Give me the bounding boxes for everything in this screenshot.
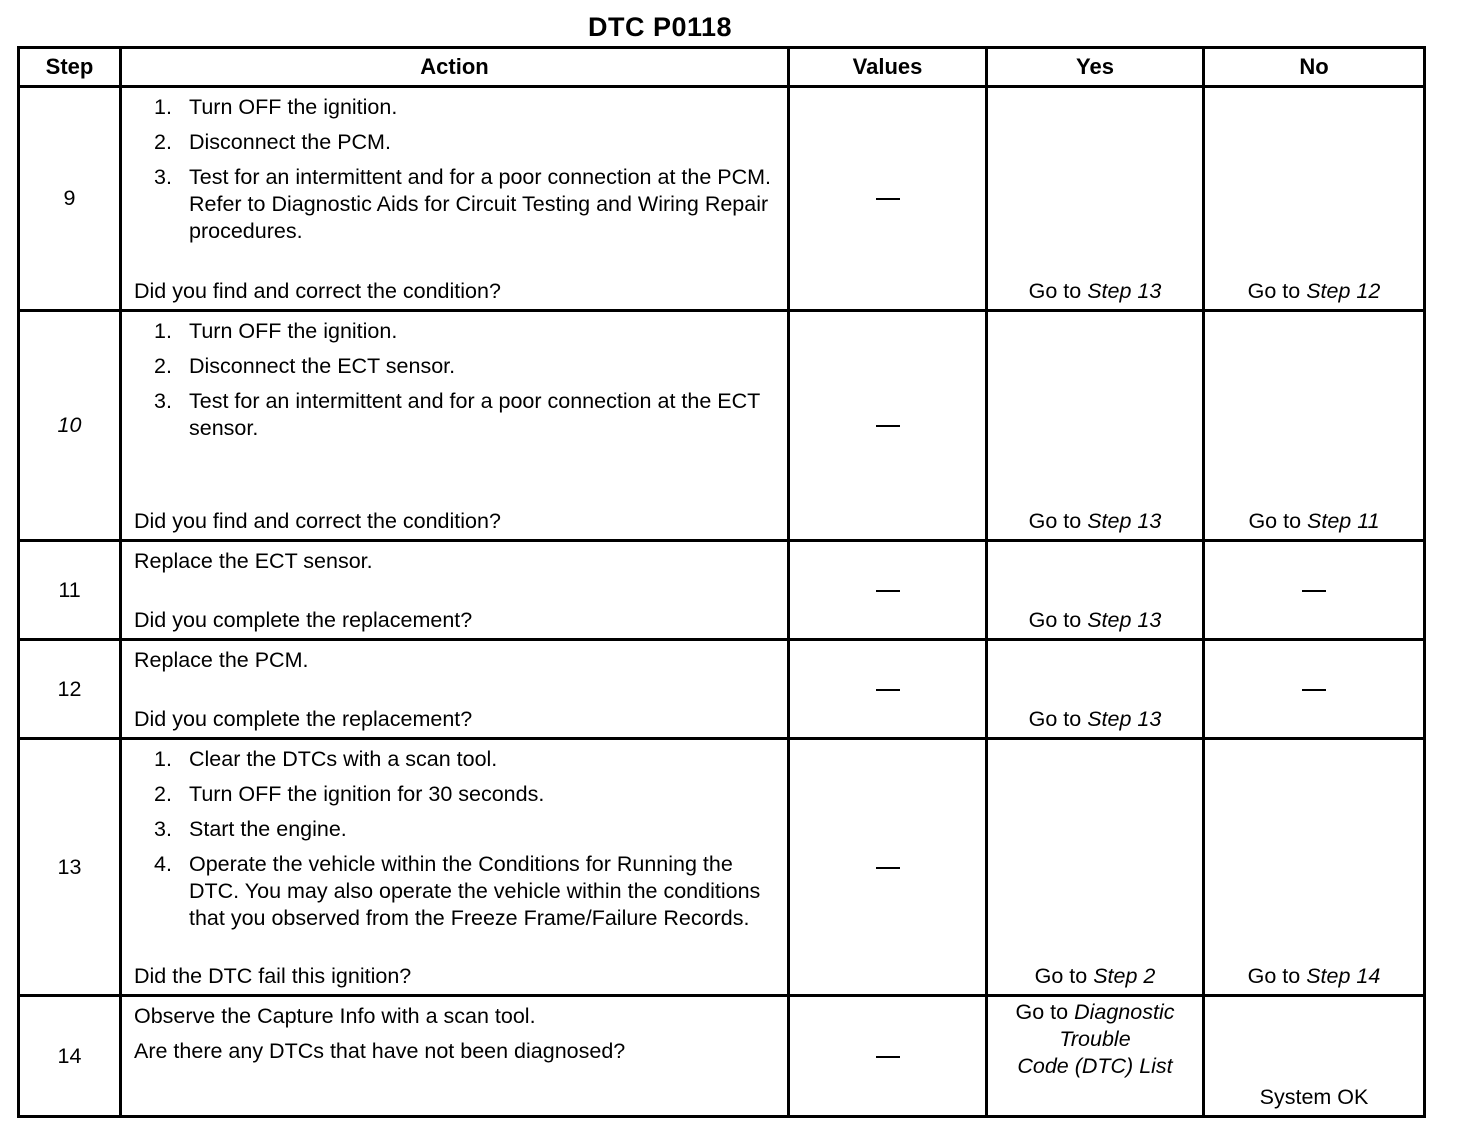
- dash-mark: [876, 867, 900, 869]
- action-step: 1. Turn OFF the ignition.: [154, 319, 398, 343]
- dash-mark: [876, 425, 900, 427]
- no-target: Step 14: [1306, 964, 1381, 988]
- yes-result: Go to Diagnostic Trouble Code (DTC) List: [1015, 1000, 1175, 1078]
- step-number: 13: [19, 739, 121, 996]
- step-number: 9: [19, 87, 121, 311]
- action-step: 2. Disconnect the PCM.: [154, 130, 391, 154]
- dash-mark: [876, 198, 900, 200]
- yes-cell: [987, 640, 1204, 739]
- action-step: 1. Turn OFF the ignition.: [154, 95, 398, 119]
- question-text: Did you complete the replacement?: [134, 707, 473, 731]
- action-step: 4. Operate the vehicle within the Conditions for Running the DTC. You may also operate the vehicle within the conditions that you observed from the Freeze Frame/Failure Records.: [154, 852, 761, 930]
- no-cell: [1204, 541, 1425, 640]
- dash-mark: [876, 689, 900, 691]
- yes-result: Go to Step 13: [1028, 707, 1162, 731]
- action-cell: [121, 541, 789, 640]
- dash-mark: [1302, 590, 1326, 592]
- no-result: Go to Step 11: [1248, 509, 1380, 533]
- step-number: 11: [19, 541, 121, 640]
- no-cell: [1204, 87, 1425, 311]
- header-no: No: [1204, 48, 1425, 87]
- yes-result: Go to Step 13: [1028, 608, 1162, 632]
- action-step: 3. Test for an intermittent and for a poor connection at the ECT sensor.: [154, 389, 760, 440]
- no-result: Go to Step 12: [1247, 279, 1381, 303]
- yes-target: Step 2: [1093, 964, 1156, 988]
- action-text: Replace the ECT sensor.: [134, 549, 373, 573]
- question-text: Did the DTC fail this ignition?: [134, 964, 412, 988]
- table-row: [19, 739, 1425, 996]
- values-cell: [789, 311, 987, 541]
- action-cell: [121, 739, 789, 996]
- no-result: Go to Step 14: [1247, 964, 1381, 988]
- step-number: 14: [19, 996, 121, 1117]
- no-cell: [1204, 996, 1425, 1117]
- values-cell: [789, 996, 987, 1117]
- yes-cell: [987, 996, 1204, 1117]
- yes-cell: [987, 87, 1204, 311]
- values-cell: [789, 739, 987, 996]
- action-cell: [121, 311, 789, 541]
- question-text: Are there any DTCs that have not been diagnosed?: [134, 1039, 626, 1063]
- yes-result: Go to Step 13: [1028, 509, 1162, 533]
- yes-target: Step 13: [1087, 279, 1162, 303]
- yes-result: Go to Step 2: [1034, 964, 1156, 988]
- action-step: 1. Clear the DTCs with a scan tool.: [154, 747, 498, 771]
- header-action: Action: [121, 48, 789, 87]
- values-cell: [789, 640, 987, 739]
- values-cell: [789, 87, 987, 311]
- diagnostic-table: [17, 46, 1426, 1118]
- dash-mark: [1302, 689, 1326, 691]
- action-cell: [121, 996, 789, 1117]
- table-row: [19, 541, 1425, 640]
- no-cell: [1204, 640, 1425, 739]
- yes-result: Go to Step 13: [1028, 279, 1162, 303]
- yes-cell: [987, 739, 1204, 996]
- no-cell: [1204, 739, 1425, 996]
- yes-target: Step 13: [1087, 509, 1162, 533]
- table-row: [19, 640, 1425, 739]
- table-row: [19, 311, 1425, 541]
- action-step: 3. Test for an intermittent and for a poor connection at the PCM. Refer to Diagnostic Aids for Circuit Testing and Wiring Repair procedures.: [154, 165, 772, 243]
- yes-target: Step 13: [1087, 707, 1162, 731]
- no-cell: [1204, 311, 1425, 541]
- table-row: [19, 87, 1425, 311]
- action-step: 2. Turn OFF the ignition for 30 seconds.: [154, 782, 545, 806]
- dash-mark: [876, 590, 900, 592]
- step-number: 10: [19, 311, 121, 541]
- header-row: [19, 48, 1425, 87]
- no-result: System OK: [1259, 1085, 1369, 1109]
- yes-target: Step 13: [1087, 608, 1162, 632]
- action-cell: [121, 640, 789, 739]
- question-text: Did you find and correct the condition?: [134, 279, 501, 303]
- header-step: Step: [19, 48, 121, 87]
- action-text: Observe the Capture Info with a scan tool.: [134, 1004, 536, 1028]
- dash-mark: [876, 1056, 900, 1058]
- values-cell: [789, 541, 987, 640]
- question-text: Did you find and correct the condition?: [134, 509, 501, 533]
- table-row: [19, 996, 1425, 1117]
- action-step: 2. Disconnect the ECT sensor.: [154, 354, 456, 378]
- step-number: 12: [19, 640, 121, 739]
- action-step: 3. Start the engine.: [154, 817, 347, 841]
- no-target: Step 11: [1307, 509, 1380, 533]
- page-title: DTC P0118: [587, 12, 733, 42]
- yes-cell: [987, 541, 1204, 640]
- yes-cell: [987, 311, 1204, 541]
- action-cell: [121, 87, 789, 311]
- no-target: Step 12: [1306, 279, 1381, 303]
- action-text: Replace the PCM.: [134, 648, 309, 672]
- header-yes: Yes: [987, 48, 1204, 87]
- header-values: Values: [789, 48, 987, 87]
- question-text: Did you complete the replacement?: [134, 608, 473, 632]
